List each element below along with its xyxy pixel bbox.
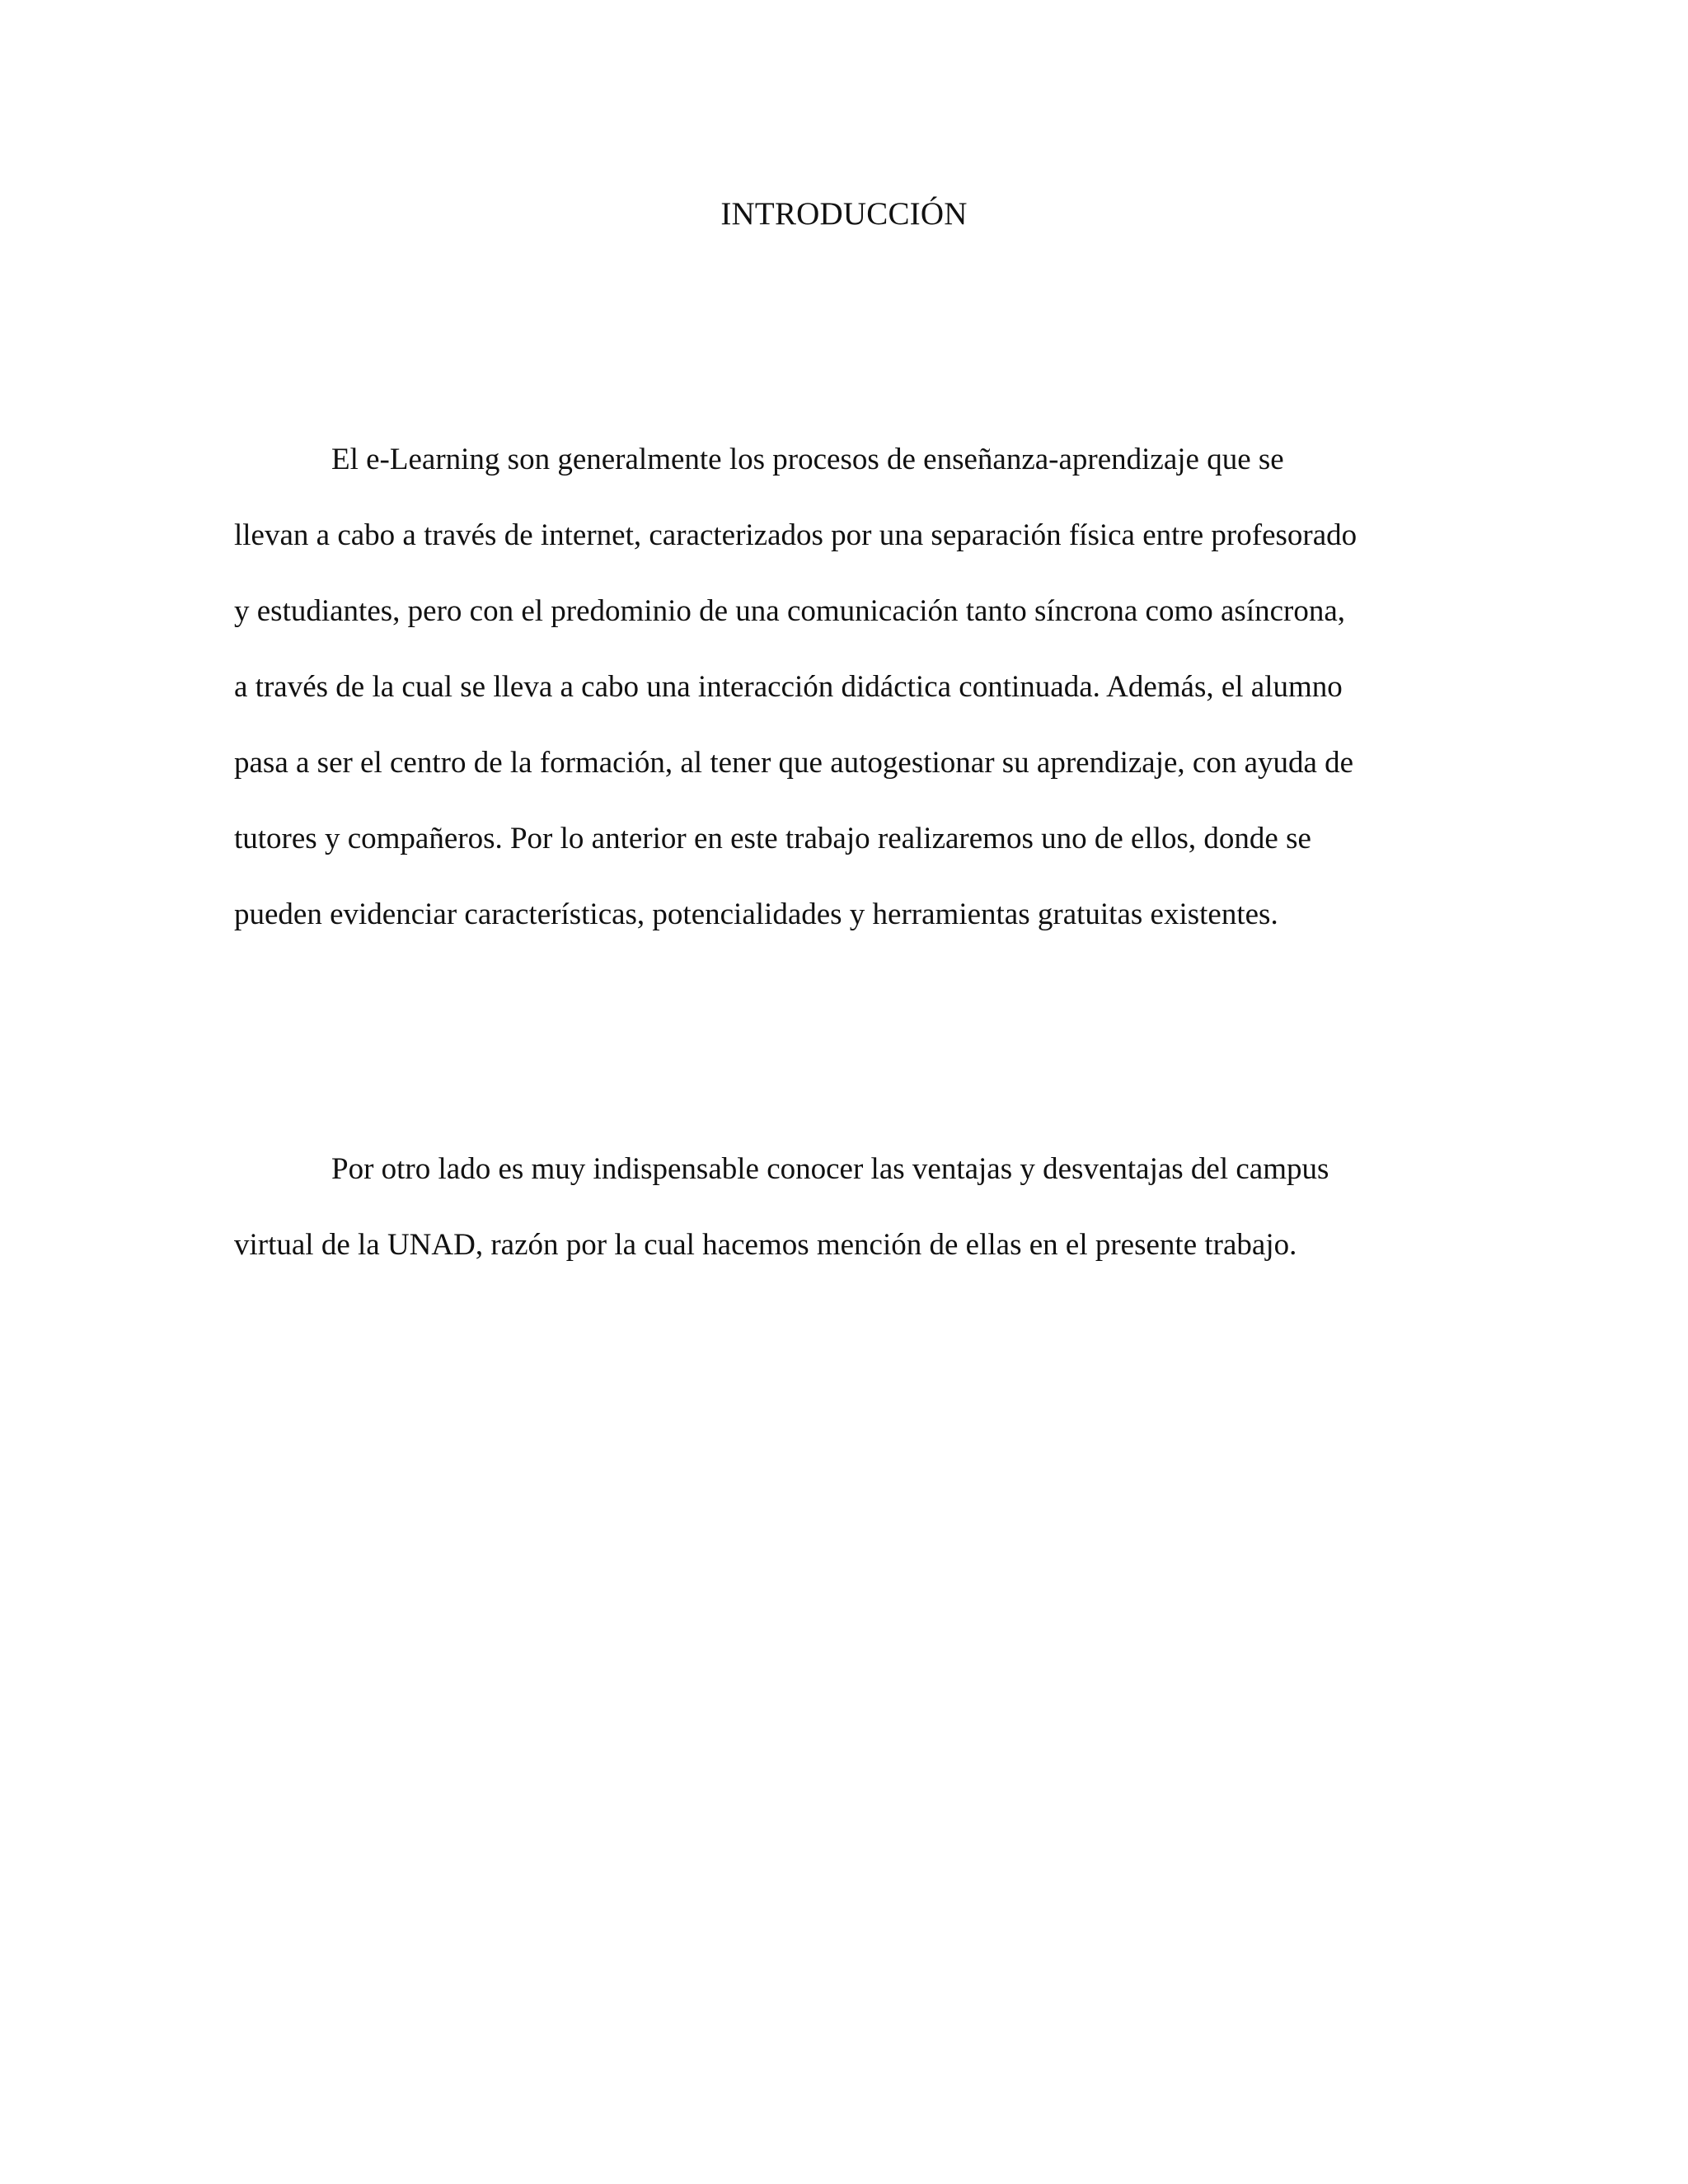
paragraph-line: El e-Learning son generalmente los procesos de enseñanza-aprendizaje que se [331,443,1284,476]
paragraph-line: Por otro lado es muy indispensable conocer las ventajas y desventajas del campus [331,1152,1329,1186]
paragraph-line: tutores y compañeros. Por lo anterior en este trabajo realizaremos uno de ellos, donde se [234,822,1311,855]
page-title: INTRODUCCIÓN [720,196,968,232]
paragraph-line: virtual de la UNAD, razón por la cual hacemos mención de ellas en el presente trabajo. [234,1228,1297,1262]
paragraph-line: pasa a ser el centro de la formación, al tener que autogestionar su aprendizaje, con ayuda de [234,746,1354,780]
paragraph-2 [234,1132,1479,1283]
paragraph-1 [234,422,1479,953]
paragraph-line: pueden evidenciar características, potencialidades y herramientas gratuitas existentes. [234,898,1278,931]
paragraph-line: a través de la cual se lleva a cabo una interacción didáctica continuada. Además, el alumno [234,670,1343,704]
paragraph-line: y estudiantes, pero con el predominio de una comunicación tanto síncrona como asíncrona, [234,594,1346,628]
paragraph-line: llevan a cabo a través de internet, caracterizados por una separación física entre profesorado [234,518,1357,552]
